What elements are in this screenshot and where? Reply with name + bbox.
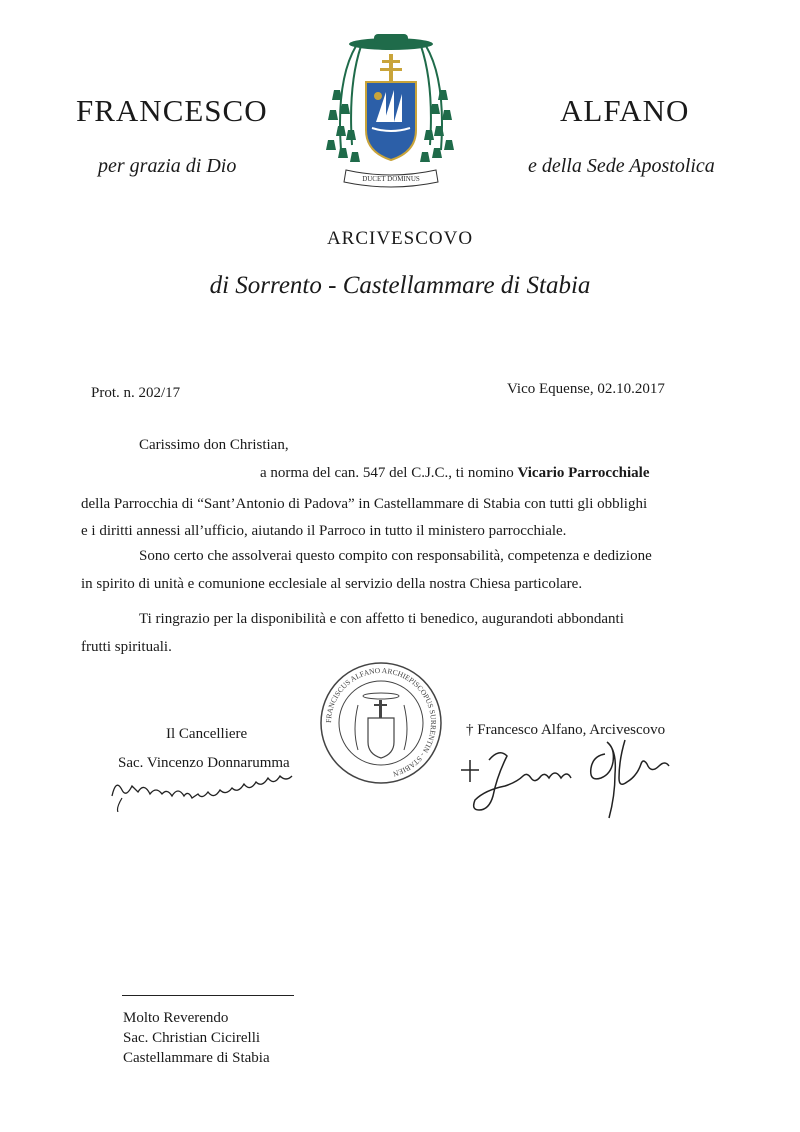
paragraph-1-line-1 [260,465,650,482]
subtitle-right: e della Sede Apostolica [528,155,715,177]
paragraph-3-line-1: Ti ringrazio per la disponibilità e con affetto ti benedico, augurandoti abbondanti [139,611,624,627]
recipient-line-2: Sac. Christian Cicirelli [123,1030,261,1046]
paragraph-1-start: a norma del can. 547 del C.J.C., ti nomino [260,465,518,481]
paragraph-1-line-3: e i diritti annessi all’ufficio, aiutando il Parroco in tutto il ministero parrocchiale. [81,523,567,539]
archbishop-name: † Francesco Alfano, Arcivescovo [466,722,666,738]
coat-of-arms-icon [316,30,466,200]
role-title: Vicario Parrocchiale [517,465,650,481]
bishop-first-name: FRANCESCO [76,93,268,128]
svg-text:DUCET DOMINUS: DUCET DOMINUS [362,175,420,183]
recipient-line-3: Castellammare di Stabia [123,1050,270,1066]
paragraph-1-line-2: della Parrocchia di “Sant’Antonio di Padova” in Castellammare di Stabia con tutti gli obblighi [81,496,648,512]
archbishop-signature [455,730,685,820]
divider-line [122,995,294,996]
paragraph-3-line-2: frutti spirituali. [81,639,172,655]
protocol-number: Prot. n. 202/17 [91,385,181,401]
chancellor-label: Il Cancelliere [166,726,248,742]
bishop-last-name: ALFANO [560,93,690,128]
recipient-line-1: Molto Reverendo [123,1010,229,1026]
salutation: Carissimo don Christian, [139,437,289,453]
diocese-title: di Sorrento - Castellammare di Stabia [209,272,591,299]
svg-text:FRANCISCUS ALFANO ARCHIEPISCOP: FRANCISCUS ALFANO ARCHIEPISCOPUS SURRENTIN - STABIEN [323,665,439,779]
office-title: ARCIVESCOVO [326,228,474,249]
chancellor-name: Sac. Vincenzo Donnarumma [118,755,290,771]
subtitle-left: per grazia di Dio [98,155,237,177]
paragraph-2-line-2: in spirito di unità e comunione ecclesiale al servizio della nostra Chiesa particolare. [81,576,583,592]
place-date: Vico Equense, 02.10.2017 [507,381,665,397]
paragraph-2-line-1: Sono certo che assolverai questo compito con responsabilità, competenza e dedizione [139,548,652,564]
chancellor-signature [104,762,354,812]
